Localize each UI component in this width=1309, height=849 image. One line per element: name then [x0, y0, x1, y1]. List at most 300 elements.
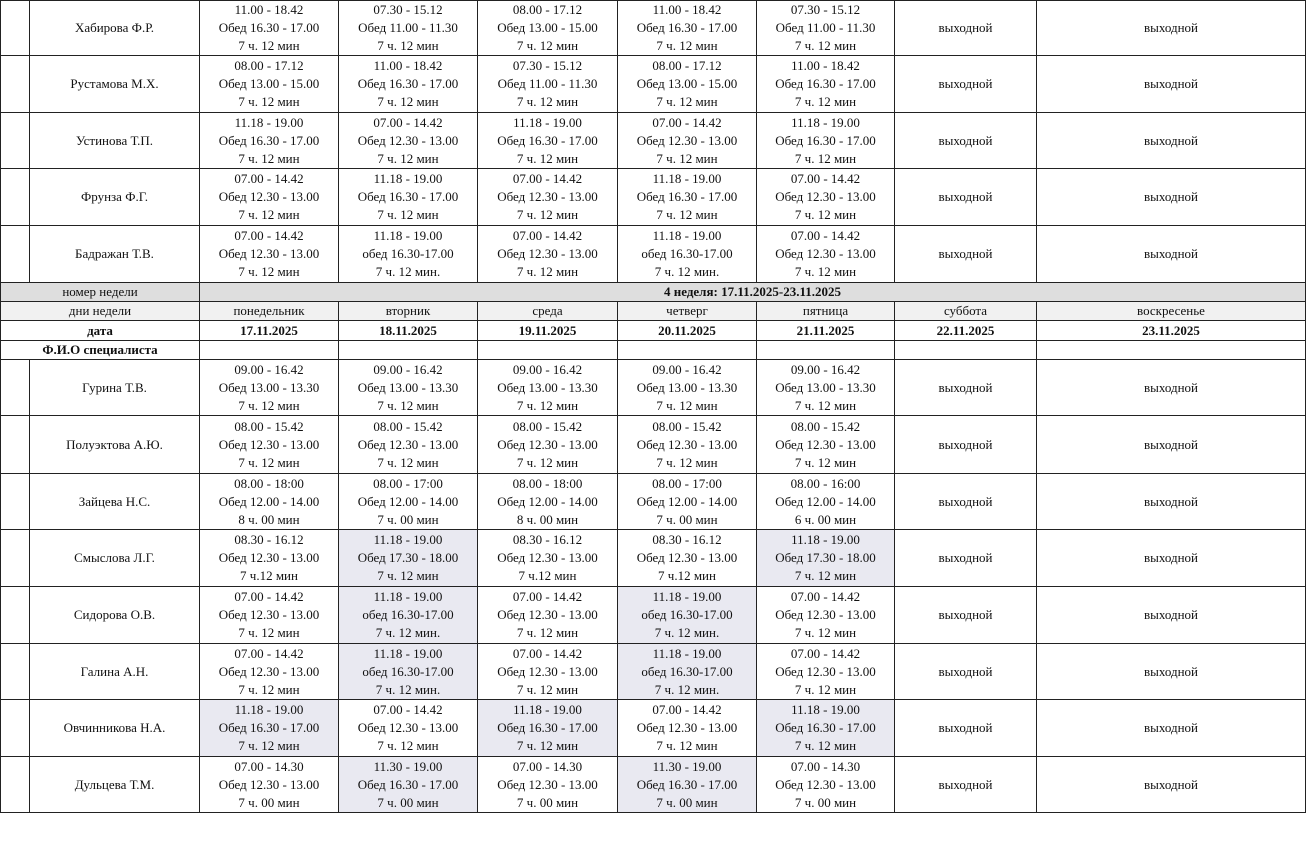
employee-name: Рустамова М.Х.	[30, 56, 200, 113]
shift-cell	[200, 416, 339, 474]
lunch-break: Обед 13.00 - 13.30	[218, 379, 320, 395]
lunch-break: Обед 12.30 - 13.00	[218, 776, 320, 792]
shift-hours: 11.18 - 19.00	[791, 702, 860, 717]
employee-name: Сидорова О.В.	[30, 587, 200, 644]
shift-duration: 7 ч. 12 мин	[238, 264, 300, 279]
shift-cell	[757, 360, 895, 416]
day-off-cell: выходной	[1037, 56, 1306, 113]
date-header: 20.11.2025	[618, 321, 757, 341]
shift-duration: 7 ч. 12 мин	[656, 454, 718, 470]
shift-hours: 08.30 - 16.12	[512, 532, 583, 547]
shift-cell	[478, 360, 618, 416]
shift-cell	[478, 1, 618, 56]
shift-hours: 08.00 - 18:00	[512, 475, 583, 491]
lunch-break: Обед 12.30 - 13.00	[636, 550, 738, 565]
employee-row	[1, 1, 1306, 56]
shift-hours: 07.30 - 15.12	[512, 58, 583, 73]
blank-cell	[895, 341, 1037, 360]
shift-cell	[618, 56, 757, 113]
employee-name: Овчинникова Н.А.	[30, 700, 200, 757]
shift-duration: 7 ч.12 мин	[658, 568, 716, 583]
shift-duration: 8 ч. 00 мин	[516, 511, 579, 527]
shift-cell	[757, 757, 895, 813]
shift-cell	[339, 530, 478, 587]
shift-cell	[200, 360, 339, 416]
lunch-break: Обед 12.30 - 13.00	[218, 189, 320, 204]
shift-cell	[339, 113, 478, 169]
shift-cell	[478, 700, 618, 757]
shift-hours: 11.00 - 18.42	[652, 2, 722, 17]
shift-duration: 7 ч. 12 мин	[377, 568, 439, 583]
shift-hours: 07.00 - 14.42	[790, 589, 861, 604]
shift-hours: 11.30 - 19.00	[373, 758, 443, 774]
shift-duration: 7 ч. 12 мин	[794, 397, 857, 413]
shift-duration: 7 ч. 12 мин	[656, 207, 718, 222]
shift-cell	[757, 644, 895, 700]
shift-duration: 7 ч. 12 мин.	[375, 264, 441, 279]
shift-cell	[618, 587, 757, 644]
shift-hours: 07.30 - 15.12	[790, 2, 861, 17]
shift-duration: 7 ч. 12 мин	[516, 625, 579, 640]
shift-cell	[339, 700, 478, 757]
shift-cell	[618, 416, 757, 474]
shift-cell	[339, 1, 478, 56]
blank-cell	[1, 113, 30, 169]
day-off-cell: выходной	[895, 644, 1037, 700]
lunch-break: Обед 12.30 - 13.00	[636, 132, 738, 148]
shift-hours: 08.00 - 17.12	[234, 58, 304, 73]
shift-duration: 7 ч. 00 мин	[794, 794, 857, 810]
shift-cell	[757, 226, 895, 283]
lunch-break: Обед 16.30 - 17.00	[636, 20, 738, 35]
lunch-break: Обед 16.30 - 17.00	[357, 189, 459, 204]
day-off-cell: выходной	[1037, 530, 1306, 587]
shift-duration: 7 ч. 12 мин	[794, 454, 857, 470]
shift-duration: 7 ч. 12 мин	[238, 94, 300, 109]
shift-cell	[618, 360, 757, 416]
lunch-break: Обед 16.30 - 17.00	[218, 132, 320, 148]
lunch-break: Обед 13.00 - 13.30	[636, 379, 738, 395]
shift-hours: 08.00 - 17.12	[652, 58, 722, 73]
shift-hours: 07.00 - 14.30	[512, 758, 583, 774]
employee-row	[1, 700, 1306, 757]
lunch-break: Обед 12.30 - 13.00	[218, 663, 320, 679]
employee-row	[1, 416, 1306, 474]
shift-hours: 07.00 - 14.42	[234, 645, 304, 661]
lunch-break: Обед 16.30 - 17.00	[775, 132, 876, 148]
lunch-break: Обед 17.30 - 18.00	[775, 550, 876, 565]
shift-hours: 08.00 - 17:00	[373, 475, 443, 491]
shift-cell	[478, 587, 618, 644]
shift-hours: 11.18 - 19.00	[513, 114, 582, 130]
day-off-cell: выходной	[1037, 757, 1306, 813]
lunch-break: обед 16.30-17.00	[641, 246, 733, 261]
shift-duration: 6 ч. 00 мин	[794, 511, 857, 527]
lunch-break: Обед 12.30 - 13.00	[636, 436, 738, 452]
shift-cell	[200, 757, 339, 813]
shift-cell	[200, 113, 339, 169]
lunch-break: Обед 13.00 - 13.30	[497, 379, 598, 395]
shift-duration: 7 ч. 12 мин	[516, 264, 579, 279]
week-number-row	[1, 283, 1306, 302]
blank-cell	[1, 757, 30, 813]
shift-hours: 07.00 - 14.30	[234, 758, 304, 774]
shift-cell	[618, 530, 757, 587]
shift-hours: 11.18 - 19.00	[791, 532, 860, 547]
shift-cell	[478, 416, 618, 474]
shift-cell	[618, 113, 757, 169]
shift-duration: 7 ч. 12 мин	[794, 94, 857, 109]
shift-duration: 7 ч. 00 мин	[377, 511, 439, 527]
day-off-cell: выходной	[895, 587, 1037, 644]
day-off-cell: выходной	[1037, 169, 1306, 226]
shift-duration: 7 ч. 12 мин	[238, 681, 300, 697]
day-off-cell: выходной	[895, 113, 1037, 169]
blank-cell	[478, 341, 618, 360]
shift-duration: 7 ч. 12 мин	[516, 454, 579, 470]
lunch-break: Обед 13.00 - 15.00	[636, 76, 738, 91]
day-off-cell: выходной	[895, 1, 1037, 56]
shift-hours: 11.00 - 18.42	[234, 2, 304, 17]
shift-cell	[478, 226, 618, 283]
lunch-break: Обед 12.30 - 13.00	[775, 776, 876, 792]
weekday-header: четверг	[618, 302, 757, 321]
shift-cell	[339, 56, 478, 113]
lunch-break: Обед 12.30 - 13.00	[357, 436, 459, 452]
shift-duration: 7 ч. 12 мин	[238, 207, 300, 222]
blank-cell	[1, 1, 30, 56]
lunch-break: Обед 12.30 - 13.00	[497, 607, 598, 622]
shift-duration: 7 ч. 00 мин	[656, 511, 718, 527]
blank-cell	[1, 587, 30, 644]
blank-cell	[1, 644, 30, 700]
shift-hours: 07.00 - 14.42	[234, 228, 304, 243]
blank-cell	[1, 416, 30, 474]
shift-hours: 07.00 - 14.42	[234, 589, 304, 604]
day-off-cell: выходной	[1037, 360, 1306, 416]
shift-hours: 09.00 - 16.42	[512, 361, 583, 377]
shift-duration: 7 ч. 12 мин	[794, 38, 857, 53]
lunch-break: обед 16.30-17.00	[641, 607, 733, 622]
shift-cell	[339, 474, 478, 530]
lunch-break: Обед 16.30 - 17.00	[636, 189, 738, 204]
lunch-break: Обед 12.30 - 13.00	[497, 550, 598, 565]
lunch-break: Обед 12.30 - 13.00	[218, 607, 320, 622]
fio-header-row	[1, 341, 1306, 360]
shift-duration: 7 ч. 12 мин	[238, 38, 300, 53]
shift-duration: 7 ч. 12 мин	[377, 397, 439, 413]
employee-row	[1, 587, 1306, 644]
lunch-break: Обед 12.30 - 13.00	[218, 436, 320, 452]
shift-duration: 7 ч. 12 мин.	[654, 264, 720, 279]
day-off-cell: выходной	[1037, 416, 1306, 474]
shift-duration: 7 ч. 12 мин	[656, 150, 718, 166]
shift-hours: 07.00 - 14.42	[373, 702, 443, 717]
lunch-break: Обед 12.30 - 13.00	[497, 189, 598, 204]
shift-hours: 07.30 - 15.12	[373, 2, 443, 17]
shift-cell	[200, 530, 339, 587]
shift-hours: 11.18 - 19.00	[373, 532, 443, 547]
shift-cell	[200, 474, 339, 530]
shift-duration: 7 ч. 12 мин.	[654, 625, 720, 640]
shift-cell	[478, 56, 618, 113]
day-off-cell: выходной	[1037, 1, 1306, 56]
shift-hours: 11.18 - 19.00	[513, 702, 582, 717]
shift-hours: 11.18 - 19.00	[373, 589, 443, 604]
lunch-break: Обед 16.30 - 17.00	[497, 720, 598, 735]
lunch-break: Обед 12.00 - 14.00	[218, 493, 320, 509]
shift-cell	[757, 169, 895, 226]
shift-hours: 07.00 - 14.42	[652, 114, 722, 130]
lunch-break: Обед 13.00 - 15.00	[497, 20, 598, 35]
weekday-header: понедельник	[200, 302, 339, 321]
shift-cell	[478, 644, 618, 700]
blank-cell	[1, 360, 30, 416]
shift-hours: 08.30 - 16.12	[234, 532, 304, 547]
shift-cell	[478, 530, 618, 587]
shift-duration: 7 ч. 12 мин	[377, 94, 439, 109]
lunch-break: Обед 16.30 - 17.00	[775, 720, 876, 735]
shift-cell	[200, 169, 339, 226]
shift-hours: 07.00 - 14.42	[512, 645, 583, 661]
shift-cell	[618, 1, 757, 56]
date-header: 17.11.2025	[200, 321, 339, 341]
lunch-break: обед 16.30-17.00	[362, 663, 454, 679]
day-off-cell: выходной	[1037, 113, 1306, 169]
shift-duration: 7 ч.12 мин	[240, 568, 298, 583]
day-off-cell: выходной	[1037, 700, 1306, 757]
shift-cell	[478, 113, 618, 169]
lunch-break: Обед 12.00 - 14.00	[357, 493, 459, 509]
employee-name: Фрунза Ф.Г.	[30, 169, 200, 226]
employee-row	[1, 757, 1306, 813]
lunch-break: Обед 16.30 - 17.00	[218, 720, 320, 735]
weekday-header: воскресенье	[1037, 302, 1306, 321]
lunch-break: обед 16.30-17.00	[362, 607, 454, 622]
shift-cell	[757, 113, 895, 169]
employee-row	[1, 226, 1306, 283]
employee-row	[1, 169, 1306, 226]
shift-duration: 7 ч. 12 мин	[377, 454, 439, 470]
blank-cell	[339, 341, 478, 360]
day-off-cell: выходной	[895, 416, 1037, 474]
day-off-cell: выходной	[895, 169, 1037, 226]
shift-cell	[618, 757, 757, 813]
lunch-break: Обед 12.30 - 13.00	[636, 720, 738, 735]
shift-duration: 7 ч. 12 мин.	[654, 681, 720, 697]
shift-duration: 7 ч. 12 мин	[794, 568, 857, 583]
lunch-break: Обед 11.00 - 11.30	[775, 20, 876, 35]
employee-name: Галина А.Н.	[30, 644, 200, 700]
day-off-cell: выходной	[1037, 226, 1306, 283]
shift-duration: 7 ч. 12 мин	[516, 150, 579, 166]
lunch-break: Обед 16.30 - 17.00	[636, 776, 738, 792]
shift-duration: 8 ч. 00 мин	[238, 511, 300, 527]
shift-cell	[757, 474, 895, 530]
shift-hours: 11.18 - 19.00	[373, 228, 443, 243]
shift-cell	[339, 360, 478, 416]
lunch-break: Обед 12.30 - 13.00	[218, 550, 320, 565]
shift-hours: 07.00 - 14.42	[512, 228, 583, 243]
shift-hours: 07.00 - 14.42	[790, 228, 861, 243]
shift-hours: 11.18 - 19.00	[234, 702, 304, 717]
date-row	[1, 321, 1306, 341]
day-off-cell: выходной	[895, 360, 1037, 416]
lunch-break: Обед 13.00 - 13.30	[775, 379, 876, 395]
shift-duration: 7 ч. 12 мин	[794, 681, 857, 697]
shift-cell	[618, 474, 757, 530]
shift-duration: 7 ч. 12 мин	[238, 625, 300, 640]
shift-hours: 11.30 - 19.00	[652, 758, 722, 774]
weekday-row	[1, 302, 1306, 321]
shift-duration: 7 ч. 12 мин	[516, 397, 579, 413]
shift-duration: 7 ч. 12 мин	[238, 738, 300, 753]
shift-hours: 07.00 - 14.42	[512, 171, 583, 186]
day-off-cell: выходной	[895, 474, 1037, 530]
shift-cell	[478, 474, 618, 530]
shift-cell	[618, 644, 757, 700]
shift-hours: 11.18 - 19.00	[373, 171, 443, 186]
shift-cell	[618, 169, 757, 226]
shift-duration: 7 ч. 12 мин	[794, 150, 857, 166]
shift-hours: 07.00 - 14.30	[790, 758, 861, 774]
shift-hours: 07.00 - 14.42	[234, 171, 304, 186]
shift-cell	[478, 169, 618, 226]
lunch-break: Обед 16.30 - 17.00	[775, 76, 876, 91]
lunch-break: Обед 16.30 - 17.00	[357, 776, 459, 792]
lunch-break: Обед 12.30 - 13.00	[357, 720, 459, 735]
employee-row	[1, 530, 1306, 587]
shift-cell	[339, 587, 478, 644]
shift-hours: 11.00 - 18.42	[373, 58, 443, 73]
shift-duration: 7 ч. 00 мин	[516, 794, 579, 810]
day-off-cell: выходной	[1037, 644, 1306, 700]
shift-duration: 7 ч. 12 мин	[794, 738, 857, 753]
lunch-break: Обед 12.30 - 13.00	[497, 246, 598, 261]
employee-row	[1, 56, 1306, 113]
shift-hours: 08.00 - 15.42	[512, 418, 583, 434]
day-off-cell: выходной	[895, 530, 1037, 587]
shift-cell	[757, 56, 895, 113]
shift-cell	[200, 587, 339, 644]
date-label: дата	[1, 321, 200, 341]
lunch-break: Обед 16.30 - 17.00	[357, 76, 459, 91]
date-header: 21.11.2025	[757, 321, 895, 341]
shift-cell	[200, 226, 339, 283]
shift-hours: 07.00 - 14.42	[652, 702, 722, 717]
employee-name: Смыслова Л.Г.	[30, 530, 200, 587]
shift-cell	[757, 530, 895, 587]
date-header: 18.11.2025	[339, 321, 478, 341]
lunch-break: Обед 16.30 - 17.00	[218, 20, 320, 35]
shift-duration: 7 ч. 12 мин	[377, 738, 439, 753]
employee-name: Устинова Т.П.	[30, 113, 200, 169]
lunch-break: Обед 12.30 - 13.00	[775, 663, 876, 679]
shift-hours: 08.30 - 16.12	[652, 532, 722, 547]
lunch-break: Обед 16.30 - 17.00	[497, 132, 598, 148]
shift-cell	[339, 416, 478, 474]
lunch-break: Обед 12.30 - 13.00	[497, 436, 598, 452]
day-off-cell: выходной	[895, 700, 1037, 757]
shift-hours: 09.00 - 16.42	[790, 361, 861, 377]
employee-name: Дульцева Т.М.	[30, 757, 200, 813]
shift-duration: 7 ч. 12 мин.	[375, 625, 441, 640]
shift-duration: 7 ч. 00 мин	[377, 794, 439, 810]
shift-cell	[339, 226, 478, 283]
lunch-break: Обед 12.30 - 13.00	[775, 607, 876, 622]
shift-hours: 11.18 - 19.00	[652, 171, 722, 186]
shift-duration: 7 ч. 12 мин	[516, 681, 579, 697]
shift-hours: 08.00 - 16:00	[790, 475, 861, 491]
weekday-header: вторник	[339, 302, 478, 321]
shift-duration: 7 ч. 00 мин	[238, 794, 300, 810]
shift-duration: 7 ч. 12 мин	[377, 38, 439, 53]
lunch-break: обед 16.30-17.00	[641, 663, 733, 679]
shift-cell	[618, 226, 757, 283]
lunch-break: Обед 12.30 - 13.00	[218, 246, 320, 261]
shift-cell	[618, 700, 757, 757]
employee-name: Полуэктова А.Ю.	[30, 416, 200, 474]
shift-cell	[200, 1, 339, 56]
blank-cell	[618, 341, 757, 360]
lunch-break: Обед 12.30 - 13.00	[775, 436, 876, 452]
lunch-break: Обед 13.00 - 15.00	[218, 76, 320, 91]
shift-hours: 11.18 - 19.00	[234, 114, 304, 130]
day-off-cell: выходной	[1037, 474, 1306, 530]
shift-duration: 7 ч. 12 мин	[516, 738, 579, 753]
shift-hours: 08.00 - 17.12	[512, 2, 583, 17]
shift-duration: 7 ч. 12 мин	[656, 738, 718, 753]
weekday-header: среда	[478, 302, 618, 321]
shift-duration: 7 ч.12 мин	[518, 568, 577, 583]
lunch-break: Обед 17.30 - 18.00	[357, 550, 459, 565]
lunch-break: Обед 11.00 - 11.30	[497, 76, 598, 91]
employee-name: Зайцева Н.С.	[30, 474, 200, 530]
shift-cell	[339, 757, 478, 813]
shift-hours: 11.18 - 19.00	[652, 228, 722, 243]
day-off-cell: выходной	[1037, 587, 1306, 644]
shift-hours: 07.00 - 14.42	[512, 589, 583, 604]
shift-hours: 07.00 - 14.42	[790, 645, 861, 661]
shift-hours: 11.18 - 19.00	[791, 114, 860, 130]
shift-duration: 7 ч. 12 мин	[516, 94, 579, 109]
weekdays-label: дни недели	[1, 302, 200, 321]
lunch-break: Обед 12.30 - 13.00	[775, 189, 876, 204]
shift-hours: 08.00 - 17:00	[652, 475, 722, 491]
lunch-break: Обед 12.00 - 14.00	[497, 493, 598, 509]
fio-label: Ф.И.О специалиста	[1, 341, 200, 360]
day-off-cell: выходной	[895, 56, 1037, 113]
employee-name: Бадражан Т.В.	[30, 226, 200, 283]
date-header: 19.11.2025	[478, 321, 618, 341]
shift-hours: 08.00 - 18:00	[234, 475, 304, 491]
week-number-label: номер недели	[1, 283, 200, 302]
shift-duration: 7 ч. 12 мин	[794, 264, 857, 279]
blank-cell	[1, 226, 30, 283]
employee-row	[1, 644, 1306, 700]
employee-name: Гурина Т.В.	[30, 360, 200, 416]
lunch-break: Обед 12.30 - 13.00	[497, 776, 598, 792]
shift-hours: 07.00 - 14.42	[790, 171, 861, 186]
shift-cell	[339, 644, 478, 700]
shift-hours: 08.00 - 15.42	[373, 418, 443, 434]
shift-hours: 09.00 - 16.42	[234, 361, 304, 377]
weekday-header: суббота	[895, 302, 1037, 321]
employee-row	[1, 474, 1306, 530]
date-header: 22.11.2025	[895, 321, 1037, 341]
shift-duration: 7 ч. 12 мин.	[375, 681, 441, 697]
blank-cell	[1, 169, 30, 226]
